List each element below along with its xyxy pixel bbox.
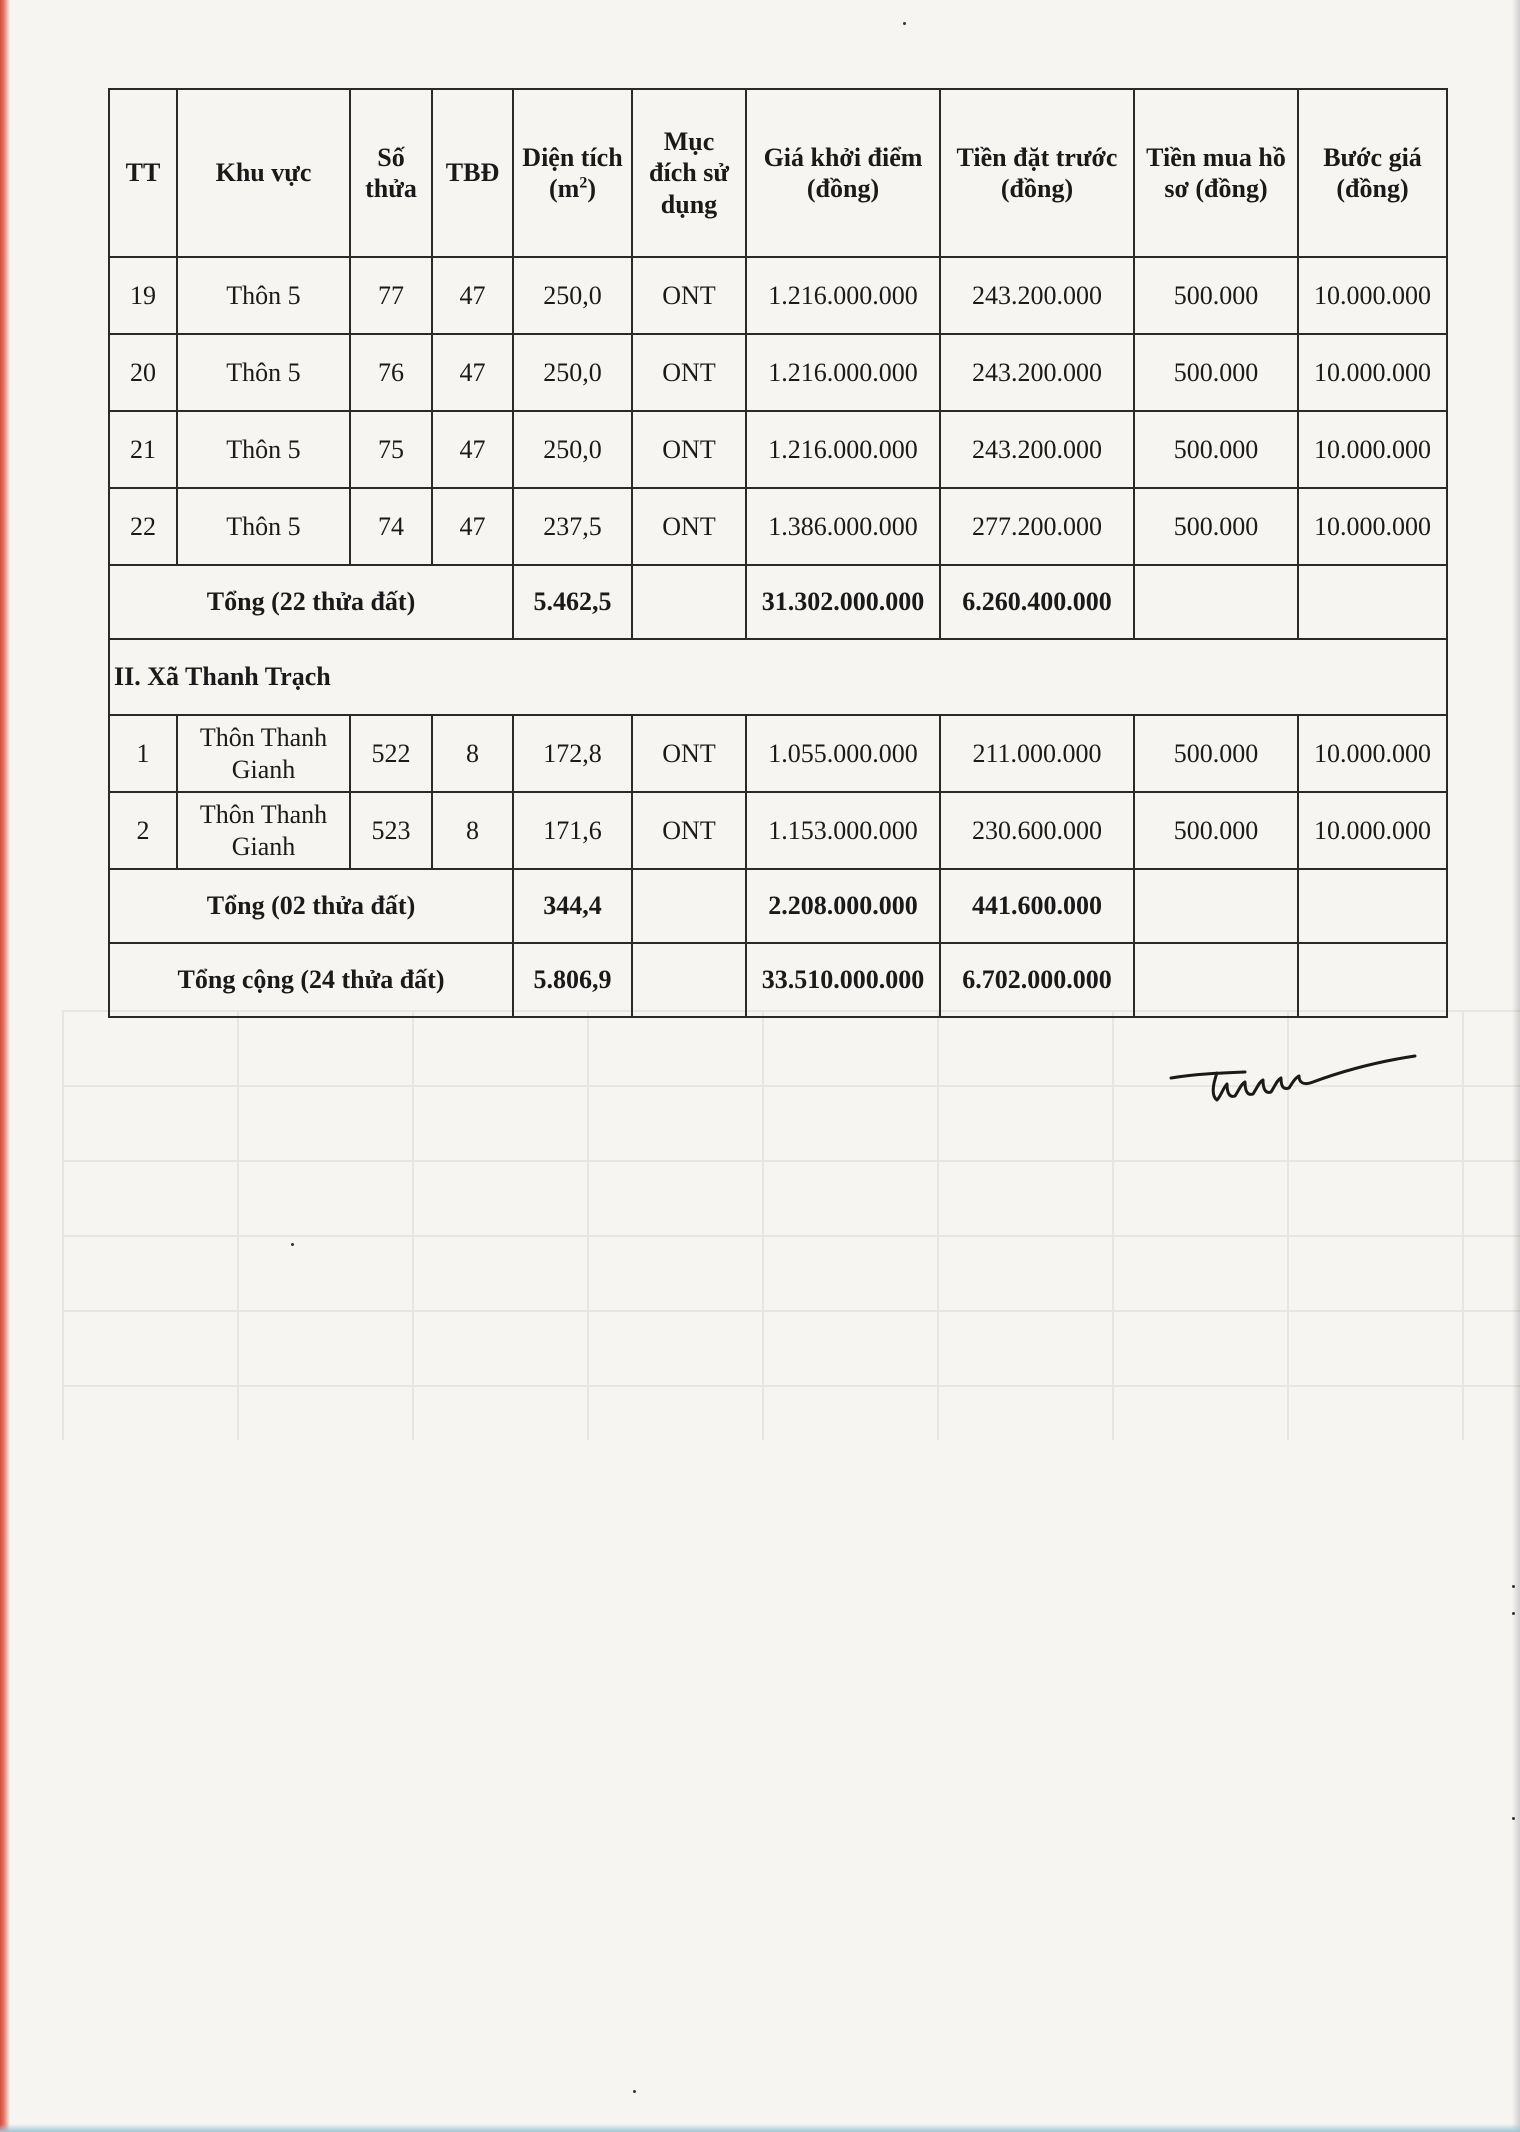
header-tien-dat-truoc: Tiền đặt trước (đồng) (940, 89, 1134, 257)
cell-gia-khoi-diem: 1.153.000.000 (746, 792, 940, 869)
speck (1512, 1612, 1515, 1615)
speck (903, 22, 906, 25)
cell-tbd: 8 (432, 792, 513, 869)
header-gia-khoi-diem: Giá khởi điểm (đồng) (746, 89, 940, 257)
subtotal-empty (1298, 565, 1447, 639)
header-so-thua: Số thửa (350, 89, 432, 257)
cell-tien-mua-ho-so: 500.000 (1134, 334, 1298, 411)
cell-muc-dich: ONT (632, 488, 746, 565)
grand-total-gia-khoi-diem: 33.510.000.000 (746, 943, 940, 1017)
cell-dien-tich: 171,6 (513, 792, 632, 869)
subtotal-empty (632, 869, 746, 943)
speck (1512, 1585, 1515, 1588)
header-dien-tich (513, 89, 632, 257)
signature (1165, 1040, 1425, 1110)
subtotal-tien-dat-truoc: 441.600.000 (940, 869, 1134, 943)
cell-khu-vuc: Thôn 5 (177, 488, 350, 565)
grand-total-label: Tổng cộng (24 thửa đất) (109, 943, 513, 1017)
subtotal-gia-khoi-diem: 2.208.000.000 (746, 869, 940, 943)
cell-gia-khoi-diem: 1.055.000.000 (746, 715, 940, 792)
cell-khu-vuc: Thôn 5 (177, 411, 350, 488)
land-auction-table (108, 88, 1448, 1018)
cell-dien-tich: 250,0 (513, 257, 632, 334)
subtotal-row (109, 565, 1447, 639)
header-tbd: TBĐ (432, 89, 513, 257)
cell-khu-vuc: Thôn Thanh Gianh (177, 715, 350, 792)
cell-dien-tich: 172,8 (513, 715, 632, 792)
header-tien-mua-ho-so: Tiền mua hồ sơ (đồng) (1134, 89, 1298, 257)
header-dien-tich-sup: 2 (579, 174, 588, 192)
cell-muc-dich: ONT (632, 334, 746, 411)
cell-tien-dat-truoc: 243.200.000 (940, 257, 1134, 334)
cell-tien-mua-ho-so: 500.000 (1134, 257, 1298, 334)
subtotal-empty (632, 565, 746, 639)
cell-muc-dich: ONT (632, 257, 746, 334)
subtotal-empty (1298, 869, 1447, 943)
header-dien-tich-text: Diện tích (m (522, 142, 623, 203)
cell-tbd: 8 (432, 715, 513, 792)
cell-tbd: 47 (432, 488, 513, 565)
table-row (109, 334, 1447, 411)
cell-tt: 21 (109, 411, 177, 488)
section-title: II. Xã Thanh Trạch (109, 639, 1447, 715)
cell-buoc-gia: 10.000.000 (1298, 488, 1447, 565)
cell-tien-dat-truoc: 243.200.000 (940, 334, 1134, 411)
speck (633, 2090, 636, 2093)
cell-tbd: 47 (432, 257, 513, 334)
grand-total-empty (1134, 943, 1298, 1017)
cell-tien-mua-ho-so: 500.000 (1134, 411, 1298, 488)
cell-tt: 1 (109, 715, 177, 792)
subtotal-empty (1134, 565, 1298, 639)
table-row (109, 411, 1447, 488)
subtotal-dien-tich: 344,4 (513, 869, 632, 943)
subtotal-row (109, 869, 1447, 943)
cell-gia-khoi-diem: 1.216.000.000 (746, 411, 940, 488)
subtotal-gia-khoi-diem: 31.302.000.000 (746, 565, 940, 639)
page-edge-left (0, 0, 10, 2132)
grand-total-row (109, 943, 1447, 1017)
cell-tt: 20 (109, 334, 177, 411)
cell-khu-vuc: Thôn 5 (177, 257, 350, 334)
cell-tien-dat-truoc: 243.200.000 (940, 411, 1134, 488)
subtotal-dien-tich: 5.462,5 (513, 565, 632, 639)
cell-so-thua: 74 (350, 488, 432, 565)
cell-so-thua: 523 (350, 792, 432, 869)
cell-gia-khoi-diem: 1.216.000.000 (746, 334, 940, 411)
cell-so-thua: 77 (350, 257, 432, 334)
cell-muc-dich: ONT (632, 715, 746, 792)
table-row (109, 715, 1447, 792)
cell-tien-dat-truoc: 277.200.000 (940, 488, 1134, 565)
cell-dien-tich: 250,0 (513, 411, 632, 488)
table-row (109, 488, 1447, 565)
cell-muc-dich: ONT (632, 411, 746, 488)
cell-tien-mua-ho-so: 500.000 (1134, 792, 1298, 869)
cell-tbd: 47 (432, 334, 513, 411)
cell-so-thua: 75 (350, 411, 432, 488)
header-tt: TT (109, 89, 177, 257)
cell-khu-vuc: Thôn 5 (177, 334, 350, 411)
table-row (109, 792, 1447, 869)
grand-total-empty (632, 943, 746, 1017)
header-khu-vuc: Khu vực (177, 89, 350, 257)
cell-so-thua: 76 (350, 334, 432, 411)
cell-tien-dat-truoc: 230.600.000 (940, 792, 1134, 869)
cell-tt: 2 (109, 792, 177, 869)
cell-dien-tich: 237,5 (513, 488, 632, 565)
header-buoc-gia: Bước giá (đồng) (1298, 89, 1447, 257)
grand-total-dien-tich: 5.806,9 (513, 943, 632, 1017)
header-dien-tich-close: ) (587, 174, 596, 203)
cell-tien-dat-truoc: 211.000.000 (940, 715, 1134, 792)
header-muc-dich: Mục đích sử dụng (632, 89, 746, 257)
cell-dien-tich: 250,0 (513, 334, 632, 411)
subtotal-label: Tổng (02 thửa đất) (109, 869, 513, 943)
cell-khu-vuc: Thôn Thanh Gianh (177, 792, 350, 869)
grand-total-empty (1298, 943, 1447, 1017)
speck (291, 1243, 294, 1246)
cell-muc-dich: ONT (632, 792, 746, 869)
page-edge-bottom (0, 2124, 1520, 2132)
cell-gia-khoi-diem: 1.386.000.000 (746, 488, 940, 565)
table-row (109, 257, 1447, 334)
cell-tt: 19 (109, 257, 177, 334)
cell-tt: 22 (109, 488, 177, 565)
cell-buoc-gia: 10.000.000 (1298, 257, 1447, 334)
speck (1512, 1817, 1515, 1820)
cell-so-thua: 522 (350, 715, 432, 792)
cell-buoc-gia: 10.000.000 (1298, 792, 1447, 869)
cell-buoc-gia: 10.000.000 (1298, 411, 1447, 488)
cell-buoc-gia: 10.000.000 (1298, 715, 1447, 792)
subtotal-empty (1134, 869, 1298, 943)
subtotal-label: Tổng (22 thửa đất) (109, 565, 513, 639)
grand-total-tien-dat-truoc: 6.702.000.000 (940, 943, 1134, 1017)
cell-buoc-gia: 10.000.000 (1298, 334, 1447, 411)
section-row (109, 639, 1447, 715)
cell-tien-mua-ho-so: 500.000 (1134, 488, 1298, 565)
subtotal-tien-dat-truoc: 6.260.400.000 (940, 565, 1134, 639)
cell-tien-mua-ho-so: 500.000 (1134, 715, 1298, 792)
cell-tbd: 47 (432, 411, 513, 488)
table-header-row (109, 89, 1447, 257)
cell-gia-khoi-diem: 1.216.000.000 (746, 257, 940, 334)
